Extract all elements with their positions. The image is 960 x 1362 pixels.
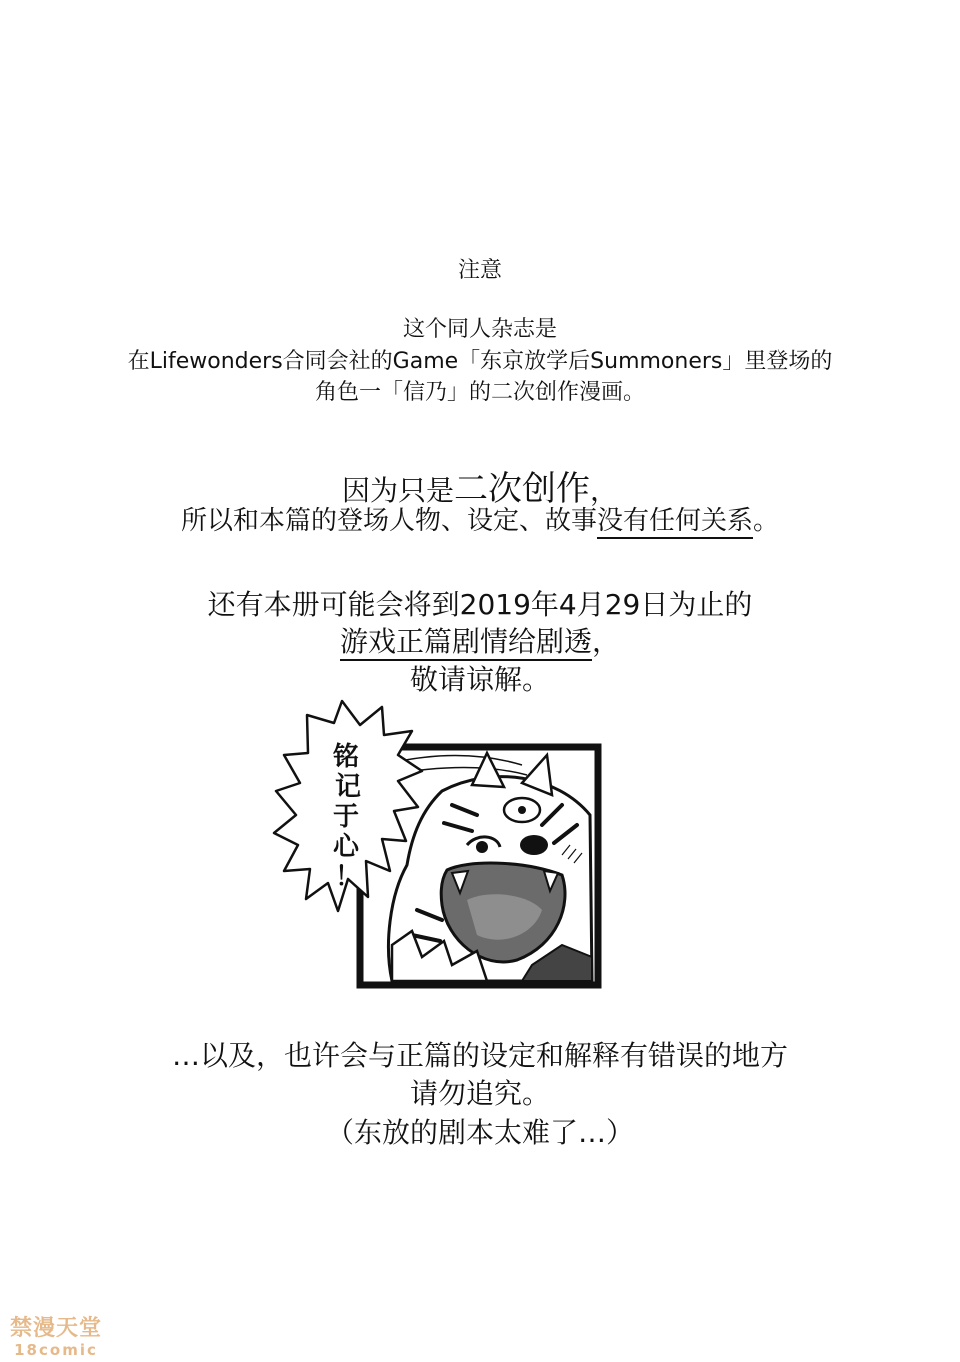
- unrelated-emphasis: 没有任何关系: [597, 506, 753, 539]
- derivative-text: 因为只是: [341, 474, 454, 507]
- notice-title: 注意: [457, 258, 502, 283]
- disclaimer-line-3: （东放的剧本太难了…）: [325, 1116, 634, 1149]
- disclaimer-line-2: 请勿追究。: [409, 1077, 550, 1110]
- bubble-char-2: 记: [334, 772, 362, 802]
- character-illustration: [272, 695, 608, 990]
- bubble-char-1: 铭: [332, 742, 360, 772]
- intro-line-1: 这个同人杂志是: [402, 317, 557, 342]
- spoiler-notice-line-3: 敬请谅解。: [409, 663, 550, 696]
- spoiler-notice-line-2: [0, 626, 960, 658]
- derivative-notice-line-2: [0, 507, 960, 537]
- unrelated-period: 。: [753, 506, 780, 536]
- derivative-comma: ，: [590, 474, 619, 507]
- spoiler-comma: ，: [592, 625, 621, 658]
- bubble-char-5: ！: [334, 862, 362, 892]
- bubble-char-4: 心: [332, 832, 360, 862]
- watermark-subtitle: 18comic: [14, 1341, 98, 1359]
- spoiler-emphasis: 游戏正篇剧情给剧透: [340, 625, 592, 661]
- site-watermark: [4, 1316, 108, 1362]
- bubble-char-3: 于: [332, 802, 360, 832]
- intro-line-2: 在Lifewonders合同会社的Game「东京放学后Summoners」里登场的: [127, 349, 833, 374]
- unrelated-text: 所以和本篇的登场人物、设定、故事: [180, 506, 597, 536]
- derivative-emphasis: 二次创作: [454, 469, 590, 509]
- spoiler-notice-line-1: 还有本册可能会将到2019年4月29日为止的: [207, 588, 753, 621]
- intro-line-3: 角色一「信乃」的二次创作漫画。: [314, 380, 645, 405]
- watermark-title: 禁漫天堂: [9, 1316, 102, 1341]
- derivative-notice-line-1: [0, 470, 960, 509]
- disclaimer-line-1: …以及，也许会与正篇的设定和解释有错误的地方: [171, 1039, 788, 1072]
